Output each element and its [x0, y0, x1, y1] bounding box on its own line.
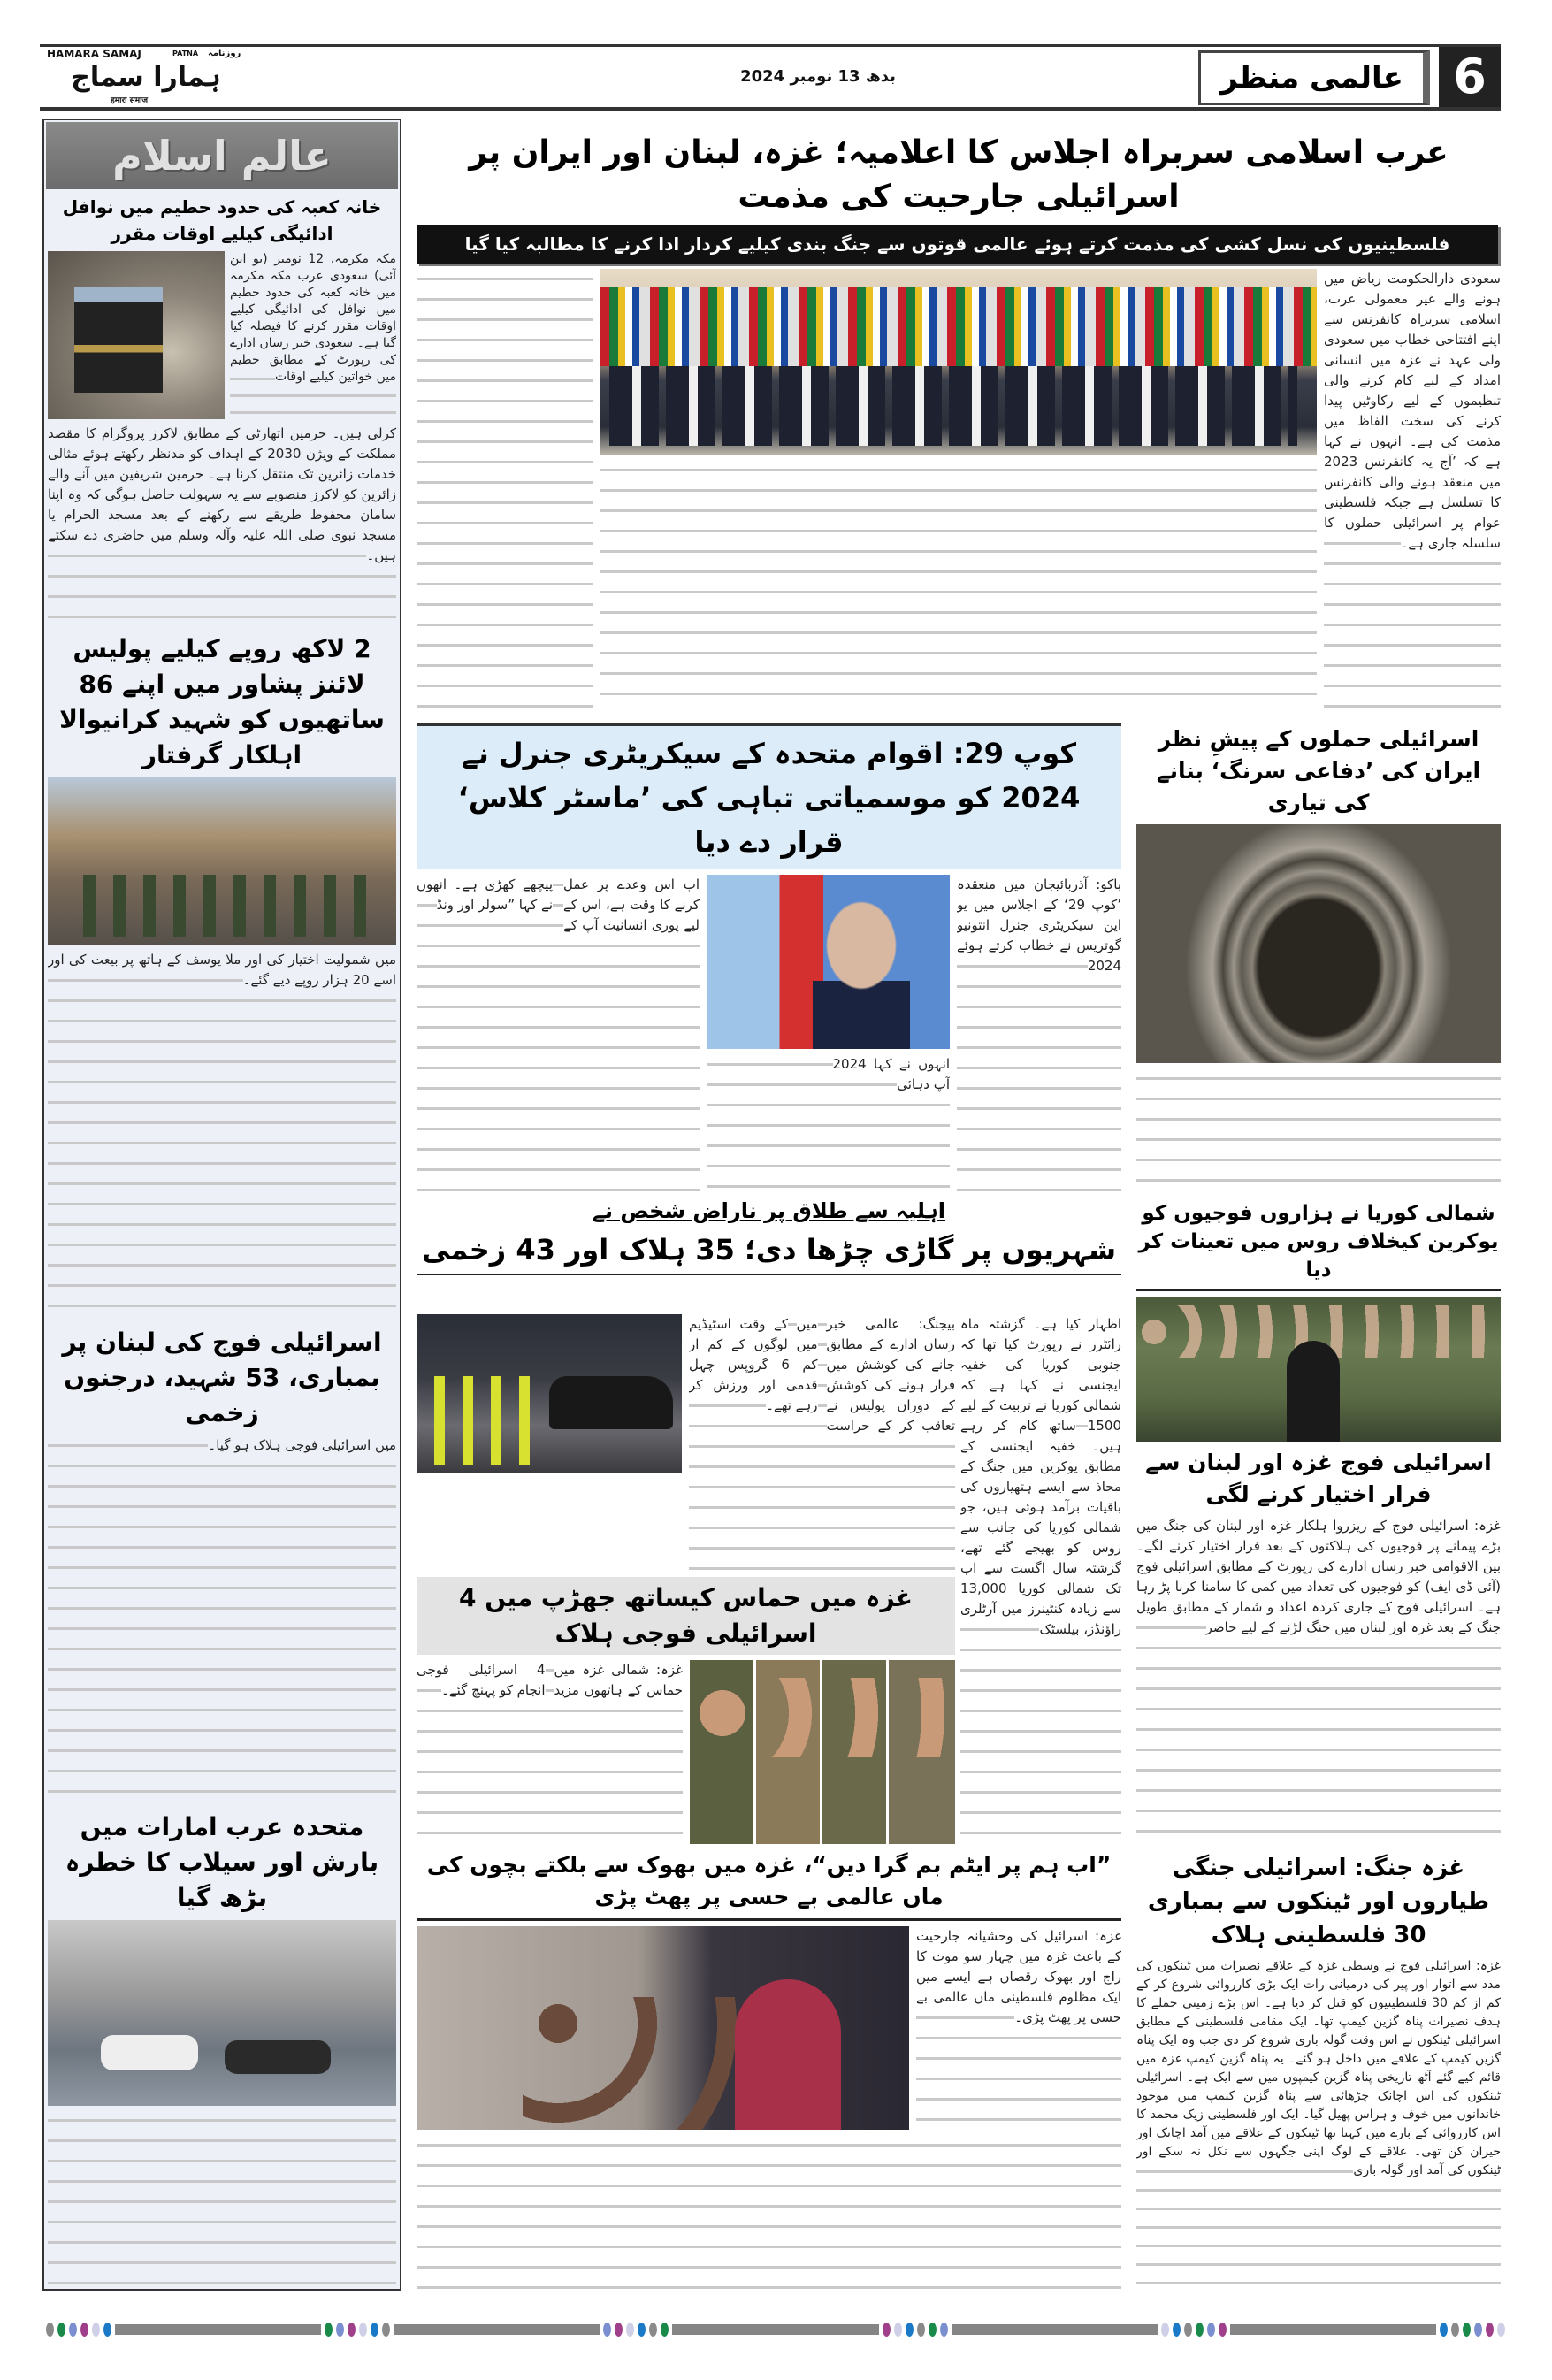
footer-decorative-bar	[46, 2323, 1505, 2337]
uae-flood-photo	[48, 1920, 396, 2106]
gaza-war-story	[1136, 1851, 1501, 2291]
issue-date: بدھ 13 نومبر 2024	[740, 67, 896, 86]
footer-dot	[940, 2323, 948, 2337]
hamas-headline: غزہ میں حماس کیساتھ جھڑپ میں 4 اسرائیلی فوجی ہلاک	[458, 1583, 914, 1648]
section-title-box	[1198, 50, 1430, 105]
footer-dot	[348, 2323, 356, 2337]
peshawar-body: میں شمولیت اختیار کی اور ملا یوسف کے ہاتھ پر بیعت کی اور اسے 20 ہزار روپے دیے گئے۔	[48, 950, 396, 1320]
car-attack-body: بیجنگ: عالمی خبر رساں ادارے کے مطابق جانے کی کوشش میں فرار ہونے کی کوشش کے دوران پولیس نے تعاقب کر کے حراست میں کے وقت اسٹیڈیم میں لوگوں کے کم از کم 6 گروپس چہل قدمی اور ورزش کر رہے تھے۔	[689, 1314, 955, 1572]
footer-dot	[336, 2323, 344, 2337]
uae-body	[48, 2110, 396, 2287]
cop29-body-left: اب اس وعدے پر عمل کرنے کا وقت ہے، اس کے لیے پوری انسانیت آپ کے پیچھے کھڑی ہے۔ انھوں نے کہا ”سولر اور ونڈ	[417, 875, 700, 1192]
footer-dot	[1161, 2323, 1169, 2337]
nkorea-headline: شمالی کوریا نے ہزاروں فوجیوں کو یوکرین کیخلاف روس میں تعینات کر دیا	[1138, 1202, 1499, 1282]
car-attack-headlines	[417, 1196, 1121, 1311]
footer-bar-segment	[1230, 2324, 1436, 2335]
lead-body-right: سعودی دارالحکومت ریاض میں ہونے والے غیر معمولی عرب، اسلامی سربراہ کانفرنس سے اپنے افتتاحی خطاب میں سعودی ولی عہد نے غزہ میں انسانی امداد کے لیے کام کرنے والی تنظیموں کے لیے رکاوٹیں پیدا کرنے کی سخت الفاظ میں مذمت کی ہے۔ انہوں نے کہا ہے کہ ’آج یہ کانفرنس 2023 میں منعقد ہونے والی کانفرنس کا تسلسل ہے جبکہ فلسطینی عوام پر اسرائیلی حملوں کا سلسلہ جاری ہے۔	[1324, 269, 1501, 712]
footer-dot	[638, 2323, 646, 2337]
kaaba-row	[48, 251, 396, 419]
flags-row	[600, 287, 1317, 366]
footer-dot	[1474, 2323, 1482, 2337]
lebanon-headline: اسرائیلی فوج کی لبنان پر بمباری، 53 شہید، درجنوں زخمی	[62, 1327, 382, 1427]
logo-english: HAMARA SAMAJ	[47, 48, 141, 60]
footer-dot	[1184, 2323, 1192, 2337]
footer-dot	[917, 2323, 925, 2337]
lead-subhead-bar	[417, 225, 1498, 264]
left-column-islamic-world	[42, 119, 401, 2291]
kaaba-shape	[74, 287, 163, 393]
cop29-headline: کوپ 29: اقوام متحدہ کے سیکریٹری جنرل نے 2024 کو موسمیاتی تباہی کی ’ماسٹر کلاس‘ قرار دے دیا	[457, 737, 1081, 859]
car-shape	[225, 2040, 331, 2074]
footer-dot	[1196, 2323, 1204, 2337]
logo-hindi: हमारा समाज	[111, 96, 149, 105]
hunger-body-cols	[417, 2135, 1121, 2291]
tunnel-photo	[1136, 824, 1501, 1063]
section-divider	[417, 1918, 1121, 1921]
kaaba-body: مکہ مکرمہ، 12 نومبر (یو این آئی) سعودی عرب مکہ مکرمہ میں خانہ کعبہ کی حدود حطیم میں نوافل کی ادائیگی کیلیے اوقات مقرر کرنے کا فیصلہ کیا گیا ہے۔ سعودی خبر رساں ادارے کی رپورٹ کے مطابق حطیم میں خواتین کیلیے اوقات	[230, 251, 396, 419]
footer-dot	[359, 2323, 367, 2337]
footer-dot	[1451, 2323, 1459, 2337]
footer-dot	[103, 2323, 111, 2337]
footer-dot	[929, 2323, 937, 2337]
footer-bar-segment	[672, 2324, 878, 2335]
lead-body-bottom-cols	[600, 460, 1317, 712]
footer-dot	[661, 2323, 669, 2337]
nkorea-body-cont: اظہار کیا ہے۔ گزشتہ ماہ رائٹرز نے رپورٹ کیا تھا کہ جنوبی کوریا کی خفیہ ایجنسی نے کہا ہے کہ شمالی کوریا نے تربیت کے لیے 1500 ساتھ کام کر رہے ہیں۔ خفیہ ایجنسی کے مطابق یوکرین میں جنگ کے محاذ سے ایسے ہتھیاروں کی باقیات برآمد ہوئی ہیں، جو شمالی کوریا کی جانب سے روس کو بھیجے گئے تھے، گزشتہ سال اگست سے اب تک شمالی کوریا 13,000 سے زیادہ کنٹینرز میں آرٹلری راؤنڈز، بیلسٹک	[960, 1314, 1121, 1843]
soldier-faces	[690, 1678, 955, 1757]
lead-subhead: فلسطینیوں کی نسل کشی کی مذمت کرتے ہوئے عالمی قوتوں سے جنگ بندی کیلیے کردار ادا کرنے کا مطالبہ کیا گیا	[464, 233, 1450, 255]
footer-bar-segment	[952, 2324, 1158, 2335]
page-number-box	[1439, 47, 1501, 107]
footer-dot	[1207, 2323, 1215, 2337]
lockers-body: کرلی ہیں۔ حرمین اتھارٹی کے مطابق لاکرز پروگرام کا مقصد مملکت کے ویژن 2030 کے اہداف کو مدنظر رکھتے ہوئے مثالی خدمات زائرین تک منتقل کرنا ہے۔ حرمین شریفین میں آنے والے زائرین کو لاکرز منصوبے سے یہ سہولت حاصل ہوگی کہ وہ اپنا سامان محفوظ طریقے سے رکھنے کے بعد مسجد الحرام یا مسجد نبوی صلی اللہ علیہ وآلہ وسلم میں حاضری دے سکتے ہیں۔	[48, 424, 396, 627]
footer-dot	[649, 2323, 657, 2337]
footer-dot	[626, 2323, 634, 2337]
hunger-row	[417, 1926, 1121, 2130]
footer-dot	[883, 2323, 891, 2337]
crowd-figures	[83, 875, 366, 937]
guterres-photo	[707, 875, 950, 1049]
footer-dot	[603, 2323, 611, 2337]
footer-dot	[80, 2323, 88, 2337]
cop29-story	[417, 723, 1121, 1192]
footer-dot	[1440, 2323, 1448, 2337]
cop29-headline-box	[417, 723, 1121, 869]
cop29-body-right: باکو: آذربائیجان میں منعقدہ ’کوپ 29‘ کے اجلاس میں یو این سیکریٹری جنرل انتونیو گوتریس نے خطاب کرتے ہوئے 2024	[957, 875, 1121, 1192]
peshawar-headline: 2 لاکھ روپے کیلیے پولیس لائنز پشاور میں اپنے 86 ساتھیوں کو شہید کرانیوالا اہلکار گرفتار	[59, 634, 385, 769]
car-attack-headline: شہریوں پر گاڑی چڑھا دی؛ 35 ہلاک اور 43 زخمی	[421, 1233, 1117, 1267]
gaza-mother-children-photo	[417, 1926, 909, 2130]
soldiers-portraits-photo	[690, 1660, 955, 1844]
lead-body-left	[417, 269, 593, 712]
wrecked-car	[549, 1376, 673, 1429]
car-attack-story	[417, 1314, 955, 1572]
footer-dot	[1173, 2323, 1181, 2337]
lead-story	[417, 131, 1501, 712]
page-number: 6	[1453, 49, 1487, 104]
car-attack-kicker: اہلیہ سے طلاق پر ناراض شخص نے	[592, 1198, 946, 1223]
nkorea-soldiers-photo	[1136, 1297, 1501, 1442]
summit-group-photo	[600, 269, 1317, 455]
footer-dot	[57, 2323, 65, 2337]
gaza-war-body: غزہ: اسرائیلی فوج نے وسطی غزہ کے علاقے نصیرات میں ٹینکوں کی مدد سے اتوار اور پیر کی درمیانی رات ایک بڑی کارروائی شروع کر کے کم از کم 30 فلسطینیوں کو قتل کر دیا ہے۔ اس بڑے زمینی حملے کا ہدف نصیرات پناہ گزین کیمپ تھا۔ ایک مقامی فلسطینی کے مطابق اسرائیلی ٹینکوں نے اس وقت گولہ باری شروع کر دی جب وہ ایک پناہ گزین کیمپ کے علاقے میں داخل ہو گئے۔ یہ پناہ گزین کیمپ غزہ میں قائم کیے گئے آٹھ تاریخی پناہ گزین کیمپوں میں سے ایک ہے۔ اسرائیلی ٹینکوں کی اس اچانک چڑھائی سے پناہ گزین کیمپ میں موجود خاندانوں میں خوف و ہراس پھیل گیا۔ ایک اور فلسطینی زیک محمد کا اس کارروائی کے بارے میں کہنا تھا ٹینکوں کے علاقے میں آمد اچانک اور حیران کن تھی۔ علاقے کے لوگ اپنی جگہوں سے نکل نہ سکے اور ٹینکوں کی آمد اور گولہ باری	[1136, 1957, 1501, 2291]
logo-urdu: ہمارا سماج	[71, 62, 221, 93]
footer-dot	[46, 2323, 54, 2337]
idf-flee-headline: اسرائیلی فوج غزہ اور لبنان سے فرار اختیار کرنے لگی	[1145, 1450, 1492, 1507]
police-figures	[434, 1376, 540, 1465]
cop29-middle	[707, 875, 950, 1192]
islamic-world-banner	[46, 122, 398, 189]
footer-bar-segment	[115, 2324, 321, 2335]
peshawar-police-photo	[48, 777, 396, 945]
logo	[40, 48, 261, 108]
hunger-story	[417, 1849, 1121, 2291]
hamas-story	[417, 1577, 955, 1844]
footer-bar-segment	[394, 2324, 600, 2335]
footer-dot	[371, 2323, 378, 2337]
footer-dot	[382, 2323, 390, 2337]
kaaba-headline: خانہ کعبہ کی حدود حطیم میں نوافل ادائیگی کیلیے اوقات مقرر	[62, 196, 382, 244]
hunger-headline: ”اب ہم پر ایٹم بم گرا دیں“، غزہ میں بھوک سے بلکتے بچوں کی ماں عالمی بے حسی پر پھٹ پڑی	[426, 1852, 1112, 1909]
tunnel-body	[1136, 1068, 1501, 1192]
footer-dot	[894, 2323, 902, 2337]
cop29-body-mid: انہوں نے کہا 2024 آپ دہائی	[707, 1054, 950, 1192]
section-divider	[1136, 1289, 1501, 1291]
footer-dot	[1486, 2323, 1494, 2337]
tunnel-story	[1136, 723, 1501, 1192]
footer-dot	[325, 2323, 333, 2337]
footer-dot	[69, 2323, 77, 2337]
speaker-figure	[813, 901, 910, 1049]
footer-dot	[92, 2323, 100, 2337]
gaza-war-headline: غزہ جنگ: اسرائیلی جنگی طیاروں اور ٹینکوں سے بمباری 30 فلسطینی ہلاک	[1147, 1855, 1490, 1948]
idf-flee-story	[1136, 1447, 1501, 1845]
tunnel-headline: اسرائیلی حملوں کے پیشِ نظر ایران کی ’دفاعی سرنگ‘ بنانے کی تیاری	[1156, 726, 1481, 815]
footer-dot	[906, 2323, 914, 2337]
kaaba-photo	[48, 251, 225, 419]
hamas-body: غزہ: شمالی غزہ میں حماس کے ہاتھوں مزید 4 اسرائیلی فوجی انجام کو پہنچ گئے۔	[417, 1660, 683, 1844]
footer-dot	[1219, 2323, 1227, 2337]
footer-dot	[1497, 2323, 1505, 2337]
leader-figure	[1287, 1341, 1340, 1442]
leaders-row	[609, 366, 1297, 446]
footer-dot	[1463, 2323, 1471, 2337]
car-attack-photo	[417, 1314, 682, 1473]
banner-title: عالم اسلام	[112, 132, 332, 180]
lebanon-body: میں اسرائیلی فوجی ہلاک ہو گیا۔	[48, 1435, 396, 1806]
hunger-body-side: غزہ: اسرائیل کی وحشیانہ جارحیت کے باعث غزہ میں چہار سو موت کا راج اور بھوک رقصاں ہے ایسے میں ایک مظلوم فلسطینی ماں عالمی بے حسی پر پھٹ پڑی۔	[916, 1926, 1121, 2130]
idf-flee-body: غزہ: اسرائیلی فوج کے ریزروا ہلکار غزہ اور لبنان کی جنگ میں بڑے پیمانے پر فوجیوں کی ہلاکتوں کے بعد فرار اختیار کرنے لگے۔ بین الاقوامی خبر رساں ادارے کی رپورٹ کے مطابق اسرائیلی فوج (آئی ڈی ایف) کو فوجیوں کی تعداد میں کمی کا سامنا کرنا پڑ رہا ہے۔ اسرائیلی فوج کے جاری کردہ اعداد و شمار کے مطابق طویل جنگ کے بعد غزہ اور لبنان میں جنگ لڑنے کے لیے حاضر	[1136, 1516, 1501, 1845]
logo-city: PATNA	[172, 50, 199, 57]
section-divider	[417, 1274, 1121, 1275]
hamas-headline-box	[417, 1577, 955, 1655]
nkorea-story	[1136, 1199, 1501, 1442]
uae-headline: متحدہ عرب امارات میں بارش اور سیلاب کا خطرہ بڑھ گیا	[65, 1812, 379, 1912]
mother-figure	[735, 1979, 841, 2130]
logo-tagline: روزنامہ	[208, 49, 241, 58]
footer-dot	[615, 2323, 623, 2337]
section-title: عالمی منظر	[1220, 60, 1403, 96]
lead-headline: عرب اسلامی سربراہ اجلاس کا اعلامیہ؛ غزہ، لبنان اور ایران پر اسرائیلی جارحیت کی مذمت	[469, 134, 1449, 215]
masthead	[40, 44, 1501, 111]
car-shape	[101, 2035, 198, 2070]
